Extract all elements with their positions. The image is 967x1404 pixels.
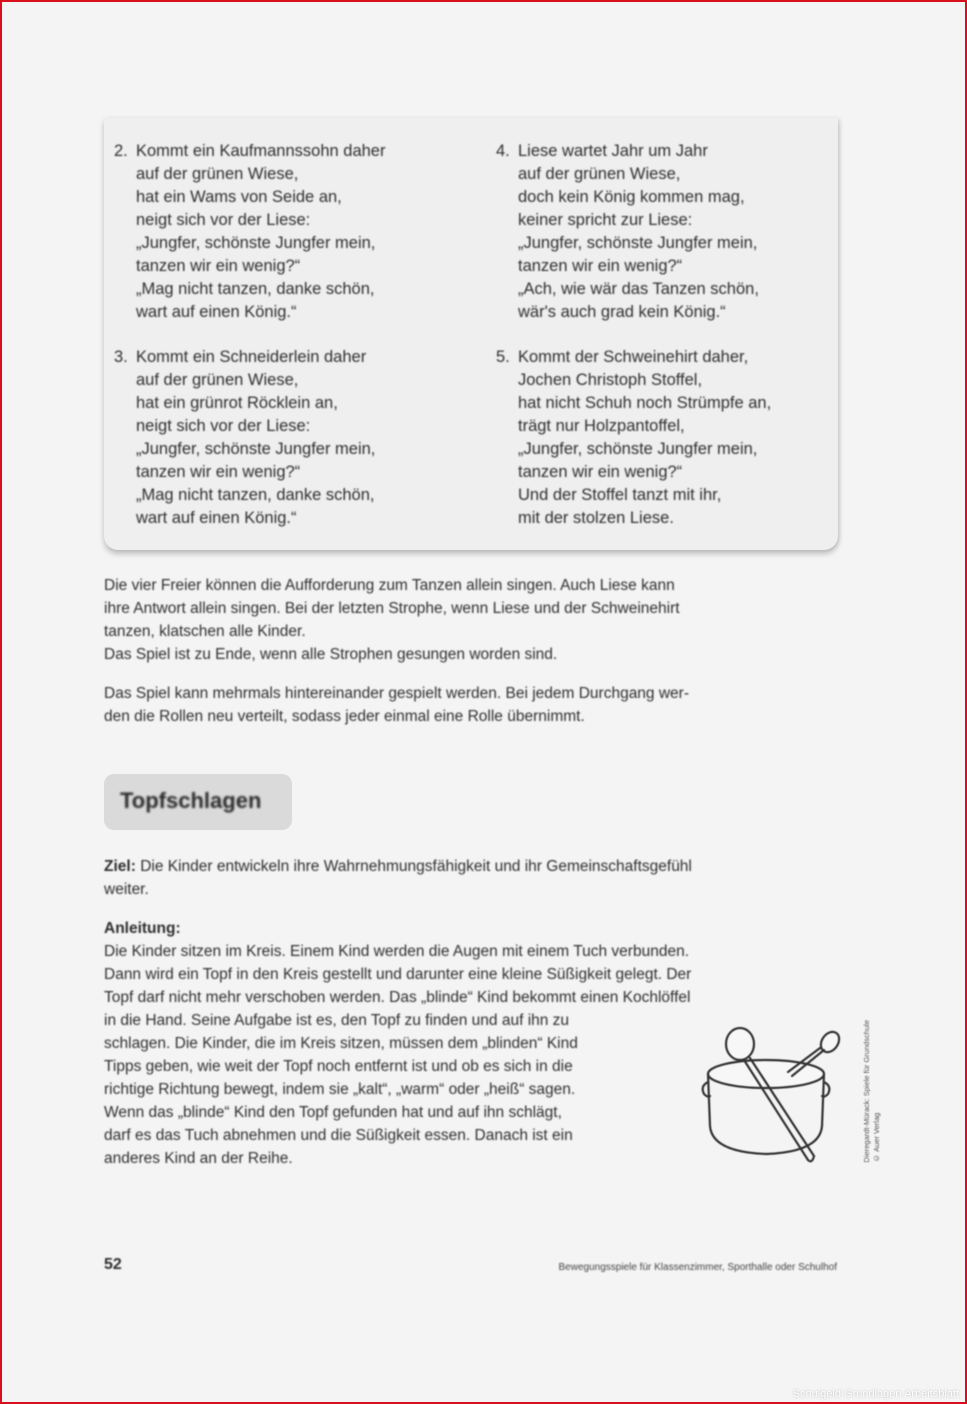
verse-number: 5. bbox=[496, 348, 510, 366]
paragraph-line bbox=[104, 855, 839, 878]
section-title: Topfschlagen bbox=[120, 788, 262, 813]
verse-line: auf der grünen Wiese, bbox=[518, 165, 681, 183]
verse-line: mit der stolzen Liese. bbox=[518, 509, 674, 527]
paragraph-line: anderes Kind an der Reihe. bbox=[104, 1150, 293, 1167]
verse-line: „Jungfer, schönste Jungfer mein, bbox=[518, 440, 758, 458]
goal-paragraph bbox=[104, 855, 839, 901]
paragraph-line: richtige Richtung bewegt, indem sie „kalt“, „warm“ oder „heiß“ sagen. bbox=[104, 1081, 576, 1098]
paragraph-line: Dann wird ein Topf in den Kreis gestellt und darunter eine kleine Süßigkeit gelegt. Der bbox=[104, 966, 692, 983]
verse-line: tanzen wir ein wenig?“ bbox=[136, 463, 301, 481]
verse-number: 3. bbox=[114, 348, 128, 366]
verse-line: doch kein König kommen mag, bbox=[518, 188, 745, 206]
section-heading-box bbox=[104, 774, 292, 830]
verse-line: hat ein grünrot Röcklein an, bbox=[136, 394, 338, 412]
verse-line: hat nicht Schuh noch Strümpfe an, bbox=[518, 394, 772, 412]
verse-line: trägt nur Holzpantoffel, bbox=[518, 417, 685, 435]
verse-5 bbox=[496, 346, 836, 530]
verse-line: Kommt ein Kaufmannssohn daher bbox=[136, 142, 386, 160]
paragraph-line: Wenn das „blinde“ Kind den Topf gefunden hat und auf ihn schlägt, bbox=[104, 1104, 562, 1121]
verse-line: wart auf einen König.“ bbox=[136, 509, 297, 527]
verse-line: wart auf einen König.“ bbox=[136, 303, 297, 321]
paragraph-line: Die Kinder sitzen im Kreis. Einem Kind werden die Augen mit einem Tuch verbunden. bbox=[104, 943, 689, 960]
goal-label: Ziel: bbox=[104, 858, 136, 875]
verse-line: tanzen wir ein wenig?“ bbox=[518, 257, 683, 275]
paragraph-line: Die vier Freier können die Aufforderung zum Tanzen allein singen. Auch Liese kann bbox=[104, 577, 675, 594]
verse-number: 2. bbox=[114, 142, 128, 160]
paragraph-line: Das Spiel ist zu Ende, wenn alle Strophen gesungen worden sind. bbox=[104, 646, 558, 663]
verse-line: „Jungfer, schönste Jungfer mein, bbox=[136, 234, 376, 252]
verse-line: „Jungfer, schönste Jungfer mein, bbox=[518, 234, 758, 252]
verse-line: Und der Stoffel tanzt mit ihr, bbox=[518, 486, 722, 504]
verse-line: Jochen Christoph Stoffel, bbox=[518, 371, 703, 389]
copyright-credit bbox=[862, 1020, 882, 1163]
paragraph-line: Tipps geben, wie weit der Topf noch entfernt ist und ob es sich in die bbox=[104, 1058, 573, 1075]
verse-line: Kommt ein Schneiderlein daher bbox=[136, 348, 367, 366]
guide-label: Anleitung: bbox=[104, 920, 181, 937]
verse-line: Kommt der Schweinehirt daher, bbox=[518, 348, 749, 366]
paragraph-line: weiter. bbox=[104, 881, 149, 898]
verse-line: tanzen wir ein wenig?“ bbox=[136, 257, 301, 275]
watermark: Schulgeld Grundlagen Arbeitsblatt bbox=[792, 1388, 959, 1400]
verse-line: tanzen wir ein wenig?“ bbox=[518, 463, 683, 481]
verse-4 bbox=[496, 140, 836, 324]
paragraph-line: tanzen, klatschen alle Kinder. bbox=[104, 623, 306, 640]
page-number: 52 bbox=[104, 1256, 122, 1273]
verse-line: „Ach, wie wär das Tanzen schön, bbox=[518, 280, 759, 298]
paragraph-line: Topf darf nicht mehr verschoben werden. Das „blinde“ Kind bekommt einen Kochlöffel bbox=[104, 989, 691, 1006]
goal-text: Die Kinder entwickeln ihre Wahrnehmungsfähigkeit und ihr Gemeinschaftsgefühl bbox=[140, 858, 692, 875]
credit-line: © Auer Verlag bbox=[872, 1112, 881, 1163]
paragraph-line: schlagen. Die Kinder, die im Kreis sitzen, müssen dem „blinden“ Kind bbox=[104, 1035, 578, 1052]
verse-3 bbox=[114, 346, 454, 530]
verse-line: neigt sich vor der Liese: bbox=[136, 211, 311, 229]
verse-line: neigt sich vor der Liese: bbox=[136, 417, 311, 435]
instructions-paragraph-1 bbox=[104, 574, 839, 666]
verse-number: 4. bbox=[496, 142, 510, 160]
instructions-paragraph-2 bbox=[104, 682, 839, 728]
paragraph-line: darf es das Tuch abnehmen und die Süßigkeit essen. Danach ist ein bbox=[104, 1127, 573, 1144]
verse-2 bbox=[114, 140, 454, 324]
footer-title: Bewegungsspiele für Klassenzimmer, Sporthalle oder Schulhof bbox=[558, 1262, 837, 1273]
pot-with-wooden-spoon-icon bbox=[700, 1022, 850, 1172]
paragraph-line: in die Hand. Seine Aufgabe ist es, den Topf zu finden und auf ihn zu bbox=[104, 1012, 570, 1029]
verse-line: „Mag nicht tanzen, danke schön, bbox=[136, 280, 375, 298]
paragraph-line: Das Spiel kann mehrmals hintereinander gespielt werden. Bei jedem Durchgang wer- bbox=[104, 685, 689, 702]
verse-line: hat ein Wams von Seide an, bbox=[136, 188, 342, 206]
verse-line: keiner spricht zur Liese: bbox=[518, 211, 693, 229]
paragraph-line: den die Rollen neu verteilt, sodass jeder einmal eine Rolle übernimmt. bbox=[104, 708, 585, 725]
verse-line: „Jungfer, schönste Jungfer mein, bbox=[136, 440, 376, 458]
verse-line: auf der grünen Wiese, bbox=[136, 165, 299, 183]
verse-line: Liese wartet Jahr um Jahr bbox=[518, 142, 708, 160]
verse-line: „Mag nicht tanzen, danke schön, bbox=[136, 486, 375, 504]
verse-line: wär's auch grad kein König.“ bbox=[518, 303, 726, 321]
verse-line: auf der grünen Wiese, bbox=[136, 371, 299, 389]
credit-line: Dieregardt-Mürack: Spiele für Grundschule bbox=[862, 1020, 871, 1163]
paragraph-line: ihre Antwort allein singen. Bei der letzten Strophe, wenn Liese und der Schweinehirt bbox=[104, 600, 680, 617]
